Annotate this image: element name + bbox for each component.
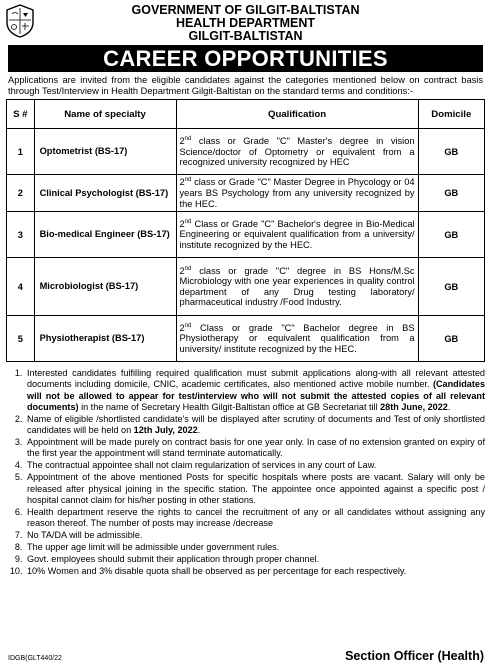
table-row	[7, 129, 485, 175]
row-qualification: 2nd Class or grade "C" Bachelor degree in BS Physiotherapy or equivalent qualification from a university/ institute recognized by the HEC.	[176, 316, 418, 362]
row-sn: 1	[7, 129, 35, 175]
table-header-row	[7, 100, 485, 129]
table-row	[7, 212, 485, 258]
header-specialty: Name of specialty	[34, 100, 176, 129]
row-qualification: 2nd class or grade "C" degree in BS Hons/M.Sc Microbiology with one year experiences in quality control department of any Drug testing laboratory/ pharmaceutical industry /Food Industry.	[176, 258, 418, 316]
row-sn: 2	[7, 175, 35, 212]
term-item: 9. Govt. employees should submit their application through proper channel.	[25, 554, 485, 565]
career-banner: CAREER OPPORTUNITIES	[8, 45, 483, 72]
row-domicile: GB	[418, 212, 484, 258]
table-row	[7, 316, 485, 362]
header-sn: S #	[7, 100, 35, 129]
row-qualification: 2nd class or Grade "C" Master Degree in Phycology or 04 years BS Psychology from any university recognized by the HEC.	[176, 175, 418, 212]
row-domicile: GB	[418, 129, 484, 175]
row-domicile: GB	[418, 316, 484, 362]
term-item: 5. Appointment of the above mentioned Posts for specific hospitals where posts are vacant. Salary will only be released after physical joining in the specific station. The appointee once appointed against a specific post / hospital cannot claim for his/her posting in other stations.	[25, 472, 485, 506]
department-title: HEALTH DEPARTMENT	[175, 16, 316, 30]
vacancies-table	[6, 99, 485, 362]
row-domicile: GB	[418, 258, 484, 316]
term-item: 6. Health department reserve the rights to cancel the recruitment of any or all candidates without assigning any reason thereof. The number of posts may increase /decrease	[25, 507, 485, 530]
table-row	[7, 175, 485, 212]
reference-number: IDGB(GLT440/22	[8, 655, 62, 662]
table-row	[7, 258, 485, 316]
header-qualification: Qualification	[176, 100, 418, 129]
row-specialty: Bio-medical Engineer (BS-17)	[34, 212, 176, 258]
term-item: 1. Interested candidates fulfilling required qualification must submit applications along-with all relevant attested documents including domicile, CNIC, academic certificates, also mentioned active mobile number. (Candidates will not be allowed to appear for test/interview who will not submit the attested copies of all relevant documents) in the name of Secretary Health Gilgit-Baltistan office at GB Secretariat till 28th June, 2022.	[25, 368, 485, 413]
row-specialty: Optometrist (BS-17)	[34, 129, 176, 175]
region-title: GILGIT-BALTISTAN	[188, 29, 303, 43]
government-title: GOVERNMENT OF GILGIT-BALTISTAN	[131, 3, 360, 17]
term-item: 3. Appointment will be made purely on contract basis for one year only. In case of no extension granted on expiry of the first year the appointment will stand terminate automatically.	[25, 437, 485, 460]
row-specialty: Microbiologist (BS-17)	[34, 258, 176, 316]
government-emblem-icon	[3, 3, 37, 39]
row-sn: 5	[7, 316, 35, 362]
signatory: Section Officer (Health)	[345, 649, 484, 663]
letterhead	[6, 0, 485, 43]
header-domicile: Domicile	[418, 100, 484, 129]
row-specialty: Clinical Psychologist (BS-17)	[34, 175, 176, 212]
row-sn: 4	[7, 258, 35, 316]
row-qualification: 2nd Class or Grade "C" Bachelor's degree in Bio-Medical Engineering or equivalent qualification from a university/ institute recognized by the HEC.	[176, 212, 418, 258]
term-item: 4. The contractual appointee shall not claim regularization of services in any court of Law.	[25, 460, 485, 471]
term-item: 8. The upper age limit will be admissible under government rules.	[25, 542, 485, 553]
row-sn: 3	[7, 212, 35, 258]
row-specialty: Physiotherapist (BS-17)	[34, 316, 176, 362]
term-item: 10. 10% Women and 3% disable quota shall be observed as per percentage for each respectively.	[25, 566, 485, 577]
row-domicile: GB	[418, 175, 484, 212]
terms-list	[6, 368, 485, 577]
term-item: 2. Name of eligible /shortlisted candidate's will be displayed after scrutiny of documents and Test of only shortlisted candidates will be held on 12th July, 2022.	[25, 414, 485, 437]
term-item: 7. No TA/DA will be admissible.	[25, 530, 485, 541]
intro-paragraph: Applications are invited from the eligible candidates against the categories mentioned below on contract basis through Test/Interview in Health Department Gilgit-Baltistan on the standard terms and conditions:-	[8, 75, 483, 97]
row-qualification: 2nd class or Grade "C" Master's degree in vision Science/doctor of Optometry or equivalent from a recognized university recognized by HEC	[176, 129, 418, 175]
